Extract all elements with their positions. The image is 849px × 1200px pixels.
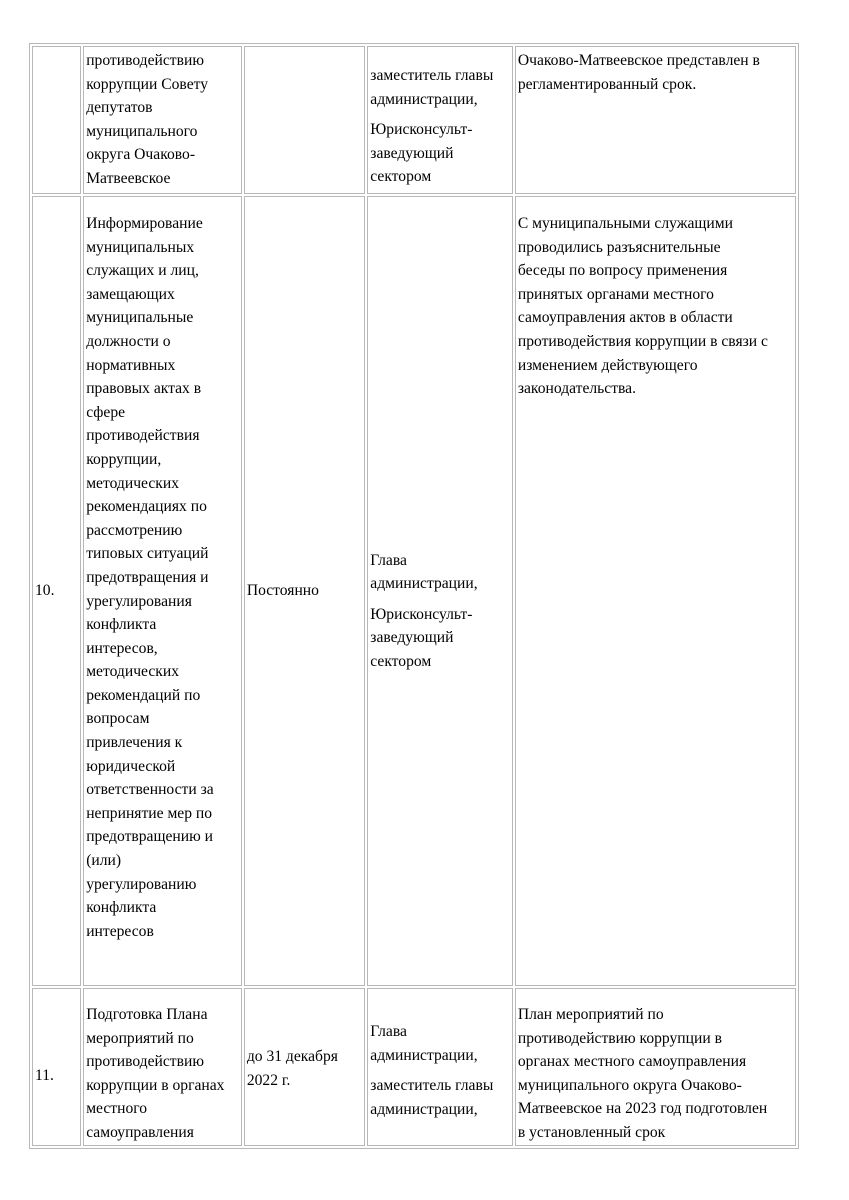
event-line: Матвеевское <box>86 169 171 187</box>
event-line: интересов <box>86 922 154 940</box>
responsible-cell <box>367 46 513 194</box>
result-cell <box>515 196 796 986</box>
responsible-entry: Глава администрации, <box>370 551 478 593</box>
event-line: замещающих <box>86 285 175 303</box>
result-line: С муниципальными служащими <box>517 215 733 232</box>
event-line: ответственности за <box>86 781 214 799</box>
row-number <box>32 46 81 194</box>
responsible-entry: Глава администрации, <box>370 1023 478 1064</box>
result-line: законодательства. <box>517 380 636 398</box>
row-number: 11. <box>32 988 81 1146</box>
responsible-entry: заместитель главы администрации, <box>370 67 494 108</box>
plan-table <box>29 43 799 1149</box>
event-line: коррупции Совету <box>86 75 209 93</box>
result-line: План мероприятий по <box>517 1006 664 1023</box>
result-line: органах местного самоуправления <box>517 1053 747 1071</box>
event-line: служащих и лиц, <box>86 262 199 280</box>
result-line: регламентированный срок. <box>517 75 697 93</box>
result-line: в установленный срок <box>517 1123 666 1141</box>
event-line: противодействия <box>86 427 200 445</box>
event-line: рекомендаций по <box>86 686 201 704</box>
responsible-entry: заместитель главы администрации, <box>370 1077 494 1118</box>
event-line: методических <box>86 474 180 492</box>
table-row <box>32 46 796 194</box>
event-line: Подготовка Плана <box>86 1006 208 1023</box>
event-line: самоуправления <box>86 1123 194 1141</box>
result-cell <box>515 988 796 1146</box>
event-cell <box>83 196 242 986</box>
event-line: муниципального <box>86 122 198 140</box>
event-cell <box>83 46 242 194</box>
event-line: местного <box>86 1100 148 1118</box>
event-line: конфликта <box>86 616 157 634</box>
table-row <box>32 196 796 986</box>
event-line: депутатов <box>86 99 153 117</box>
event-line: непринятие мер по <box>86 804 213 822</box>
event-line: округа Очаково- <box>86 146 196 164</box>
result-line: беседы по вопросу применения <box>517 262 728 280</box>
result-line: Матвеевское на 2023 год подготовлен <box>517 1100 768 1118</box>
event-line: правовых актах в <box>86 380 202 398</box>
row-number: 10. <box>32 196 81 986</box>
result-line: изменением действующего <box>517 356 698 374</box>
event-line: (или) <box>86 852 122 870</box>
event-line: рекомендациях по <box>86 498 207 516</box>
event-line: коррупции в органах <box>86 1076 225 1094</box>
event-line: предотвращения и <box>86 568 209 586</box>
responsible-cell <box>367 196 513 986</box>
event-cell <box>83 988 242 1146</box>
term-cell: до 31 декабря 2022 г. <box>244 988 365 1146</box>
responsible-entry: Юрисконсульт-заведующий сектором <box>370 121 473 186</box>
result-line: муниципального округа Очаково- <box>517 1076 742 1094</box>
event-line: рассмотрению <box>86 521 183 539</box>
event-line: урегулированию <box>86 875 197 893</box>
event-line: конфликта <box>86 899 157 917</box>
term-cell: Постоянно <box>244 196 365 986</box>
event-line: противодействию <box>86 52 204 69</box>
event-line: предотвращению и <box>86 828 213 846</box>
term-cell <box>244 46 365 194</box>
event-line: Информирование <box>86 215 203 232</box>
event-line: коррупции, <box>86 450 162 468</box>
table-row <box>32 988 796 1146</box>
event-line: нормативных <box>86 356 176 374</box>
result-line: противодействия коррупции в связи с <box>517 332 768 350</box>
event-line: типовых ситуаций <box>86 545 209 563</box>
event-line: урегулирования <box>86 592 192 610</box>
event-line: вопросам <box>86 710 150 728</box>
result-line: противодействию коррупции в <box>517 1029 722 1047</box>
responsible-entry: Юрисконсульт-заведующий сектором <box>370 605 473 670</box>
result-line: Очаково-Матвеевское представлен в <box>517 52 760 69</box>
event-line: юридической <box>86 757 176 775</box>
event-line: привлечения к <box>86 734 183 752</box>
result-line: принятых органами местного <box>517 285 714 303</box>
event-line: методических <box>86 663 180 681</box>
result-line: самоуправления актов в области <box>517 309 733 327</box>
event-line: мероприятий по <box>86 1029 194 1047</box>
result-line: проводились разъяснительные <box>517 238 721 256</box>
event-line: интересов, <box>86 639 158 657</box>
responsible-cell <box>367 988 513 1146</box>
event-line: муниципальных <box>86 238 195 256</box>
event-line: сфере <box>86 403 126 421</box>
event-line: должности о <box>86 332 171 350</box>
result-cell <box>515 46 796 194</box>
event-line: муниципальные <box>86 309 194 327</box>
event-line: противодействию <box>86 1053 204 1071</box>
